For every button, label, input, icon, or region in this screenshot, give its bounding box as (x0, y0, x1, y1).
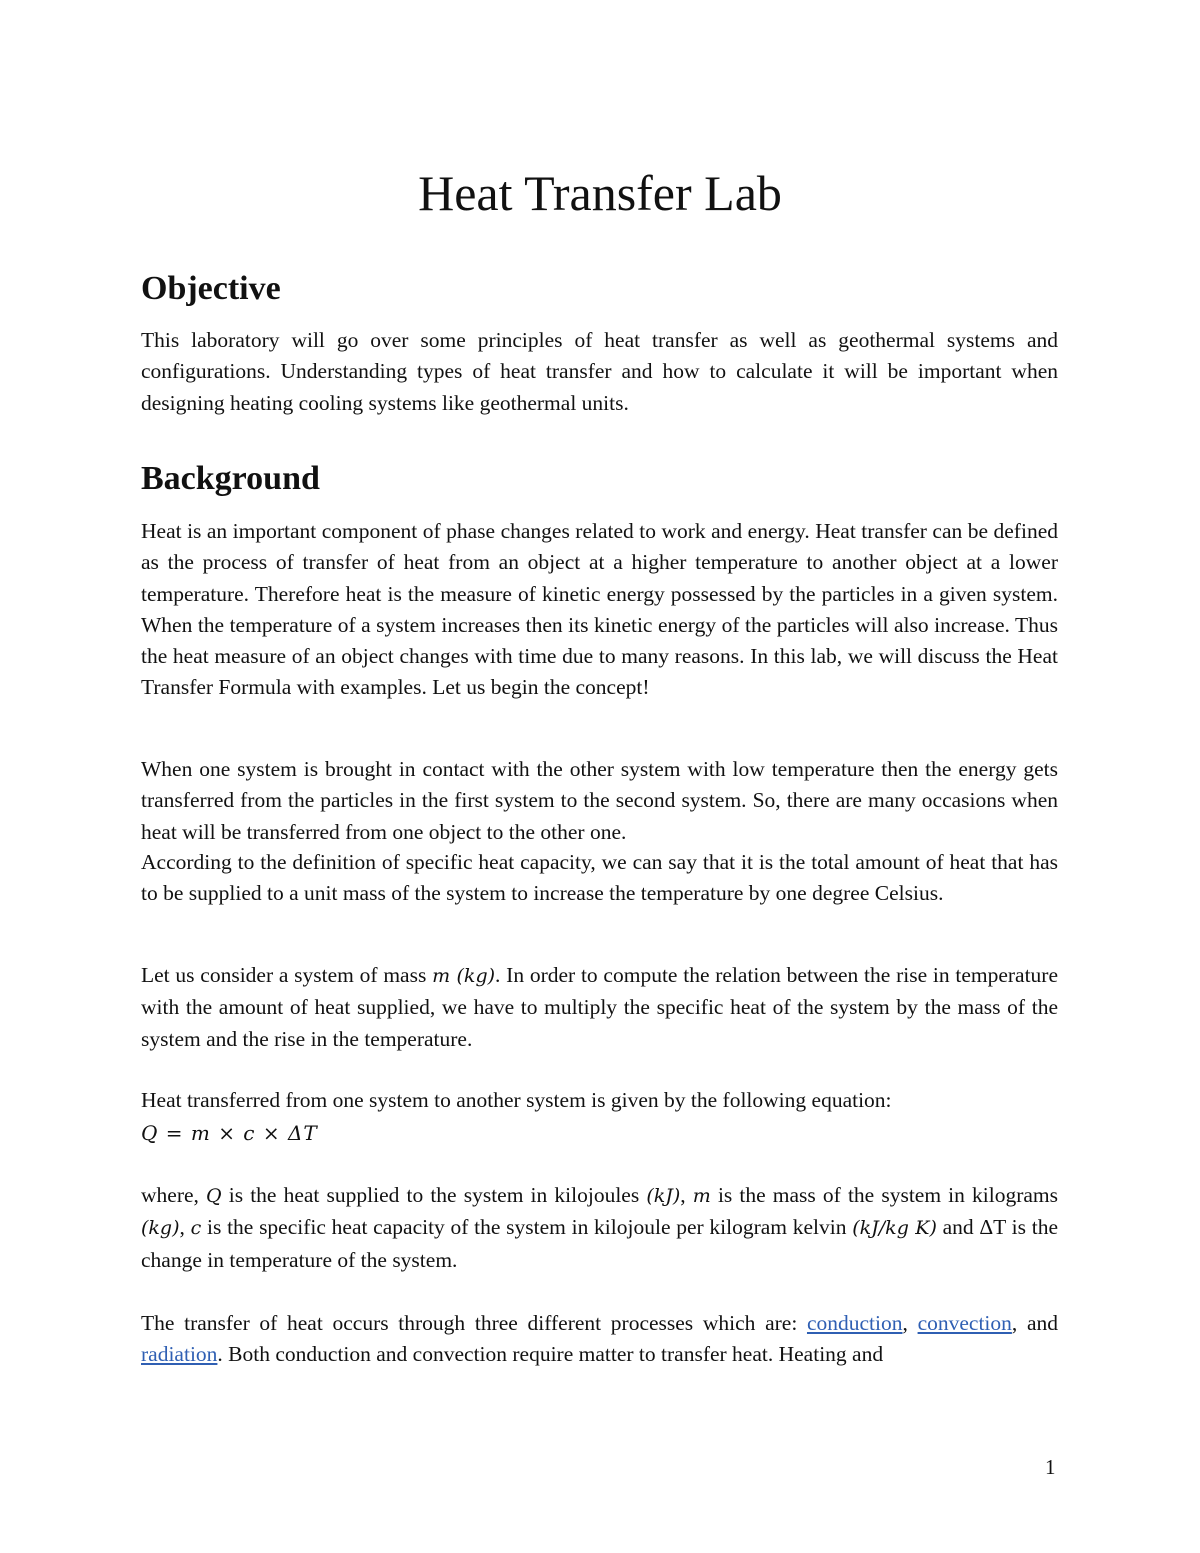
mass-variable: m (kg) (432, 965, 496, 987)
background-paragraph-1: Heat is an important component of phase changes related to work and energy. Heat transfer can be defined as the process of transfer of heat from an object at a higher temperature to another object at a lower temperature. Therefore heat is the measure of kinetic energy possessed by the particles in a given system. When the temperature of a system increases then its kinetic energy of the particles will also increase. Thus the heat measure of an object changes with time due to many reasons. In this lab, we will discuss the Heat Transfer Formula with examples. Let us begin the concept! (141, 519, 1058, 700)
background-paragraph-3: According to the definition of specific heat capacity, we can say that it is the total amount of heat that has to be supplied to a unit mass of the system to increase the temperature by one degree Celsius. (141, 850, 1058, 906)
objective-heading: Objective (141, 270, 281, 307)
heat-equation: Q = m × c × ΔT (141, 1121, 318, 1145)
equation-intro: Heat transferred from one system to another system is given by the following equation: (141, 1088, 892, 1112)
variable-definitions: where, Q is the heat supplied to the system in kilojoules (kJ), m is the mass of the system in kilograms (kg), c is the specific heat capacity of the system in kilojoule per kilogram kelvin (kJ/kg K) and ΔT is the change in temperature of the system. (141, 1183, 1059, 1272)
page-title: Heat Transfer Lab (418, 165, 782, 221)
background-paragraph-4: Let us consider a system of mass m (kg). In order to compute the relation between the rise in temperature with the amount of heat supplied, we have to multiply the specific heat of the system by the mass of the system and the rise in the temperature. (141, 963, 1059, 1051)
heat-processes-paragraph: The transfer of heat occurs through three different processes which are: conduction, convection, and radiation. Both conduction and convection require matter to transfer heat. Heating and (141, 1311, 1058, 1367)
page-number: 1 (1045, 1455, 1056, 1479)
conduction-link[interactable]: conduction (806, 1311, 903, 1335)
background-heading: Background (141, 460, 320, 497)
radiation-link[interactable]: radiation (141, 1342, 218, 1367)
background-paragraph-2: When one system is brought in contact with the other system with low temperature then the energy gets transferred from the particles in the first system to the second system. So, there are many occasions when heat will be transferred from one object to the other one. (141, 757, 1058, 844)
convection-link[interactable]: convection (917, 1311, 1012, 1335)
objective-paragraph: This laboratory will go over some principles of heat transfer as well as geothermal systems and configurations. Understanding types of heat transfer and how to calculate it will be important when designing heating cooling systems like geothermal units. (141, 328, 1058, 415)
